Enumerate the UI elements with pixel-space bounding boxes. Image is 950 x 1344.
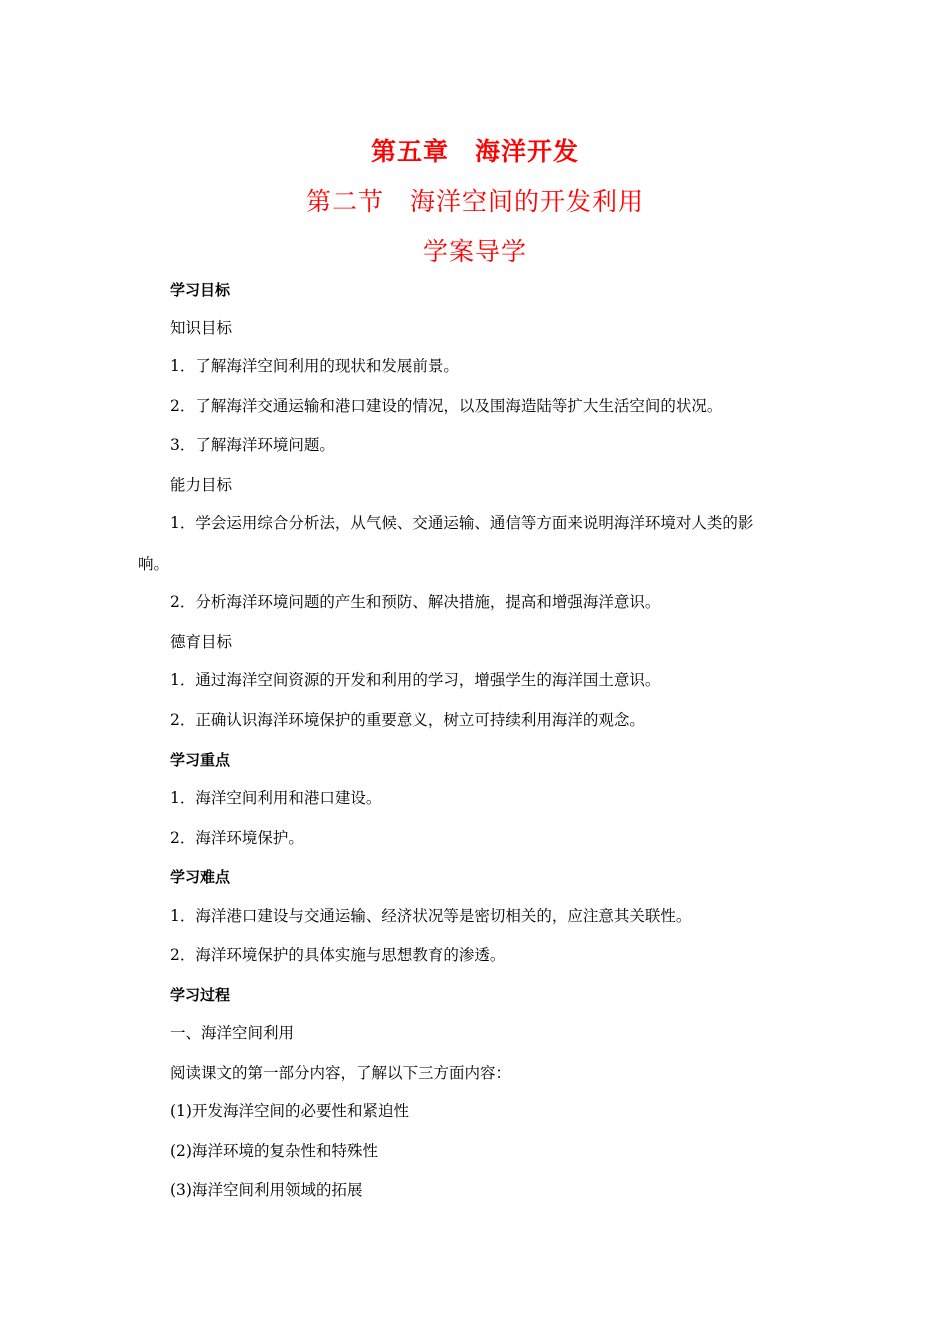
key-points-heading: 学习重点 bbox=[170, 751, 231, 769]
key-point-2: 2．海洋环境保护。 bbox=[170, 829, 304, 847]
process-heading: 学习过程 bbox=[170, 986, 231, 1004]
difficulty-2: 2．海洋环境保护的具体实施与思想教育的渗透。 bbox=[170, 946, 506, 964]
ability-objectives-label: 能力目标 bbox=[170, 476, 233, 494]
process-instruction: 阅读课文的第一部分内容，了解以下三方面内容： bbox=[170, 1064, 512, 1082]
process-part-1: 一、海洋空间利用 bbox=[170, 1024, 295, 1042]
ability-item-1-line-1: 1．学会运用综合分析法，从气候、交通运输、通信等方面来说明海洋环境对人类的影 bbox=[170, 514, 754, 532]
moral-item-2: 2．正确认识海洋环境保护的重要意义，树立可持续利用海洋的观念。 bbox=[170, 711, 645, 729]
moral-item-1: 1．通过海洋空间资源的开发和利用的学习，增强学生的海洋国土意识。 bbox=[170, 671, 661, 689]
knowledge-item-3: 3．了解海洋环境问题。 bbox=[170, 436, 335, 454]
difficulty-1: 1．海洋港口建设与交通运输、经济状况等是密切相关的，应注意其关联性。 bbox=[170, 907, 692, 925]
key-point-1: 1．海洋空间利用和港口建设。 bbox=[170, 789, 382, 807]
ability-item-1-line-2: 响。 bbox=[138, 555, 170, 573]
knowledge-item-2: 2．了解海洋交通运输和港口建设的情况，以及围海造陆等扩大生活空间的状况。 bbox=[170, 397, 723, 415]
process-item-1: (1)开发海洋空间的必要性和紧迫性 bbox=[170, 1102, 409, 1120]
ability-item-2: 2．分析海洋环境问题的产生和预防、解决措施，提高和增强海洋意识。 bbox=[170, 593, 661, 611]
section-title: 第二节 海洋空间的开发利用 bbox=[305, 187, 644, 216]
moral-objectives-label: 德育目标 bbox=[170, 633, 233, 651]
chapter-title: 第五章 海洋开发 bbox=[370, 137, 579, 166]
guide-title: 学案导学 bbox=[422, 237, 527, 266]
process-item-2: (2)海洋环境的复杂性和特殊性 bbox=[170, 1142, 378, 1160]
knowledge-item-1: 1．了解海洋空间利用的现状和发展前景。 bbox=[170, 357, 459, 375]
objectives-heading: 学习目标 bbox=[170, 281, 231, 299]
process-item-3: (3)海洋空间利用领域的拓展 bbox=[170, 1181, 363, 1199]
difficulties-heading: 学习难点 bbox=[170, 868, 231, 886]
knowledge-objectives-label: 知识目标 bbox=[170, 319, 233, 337]
